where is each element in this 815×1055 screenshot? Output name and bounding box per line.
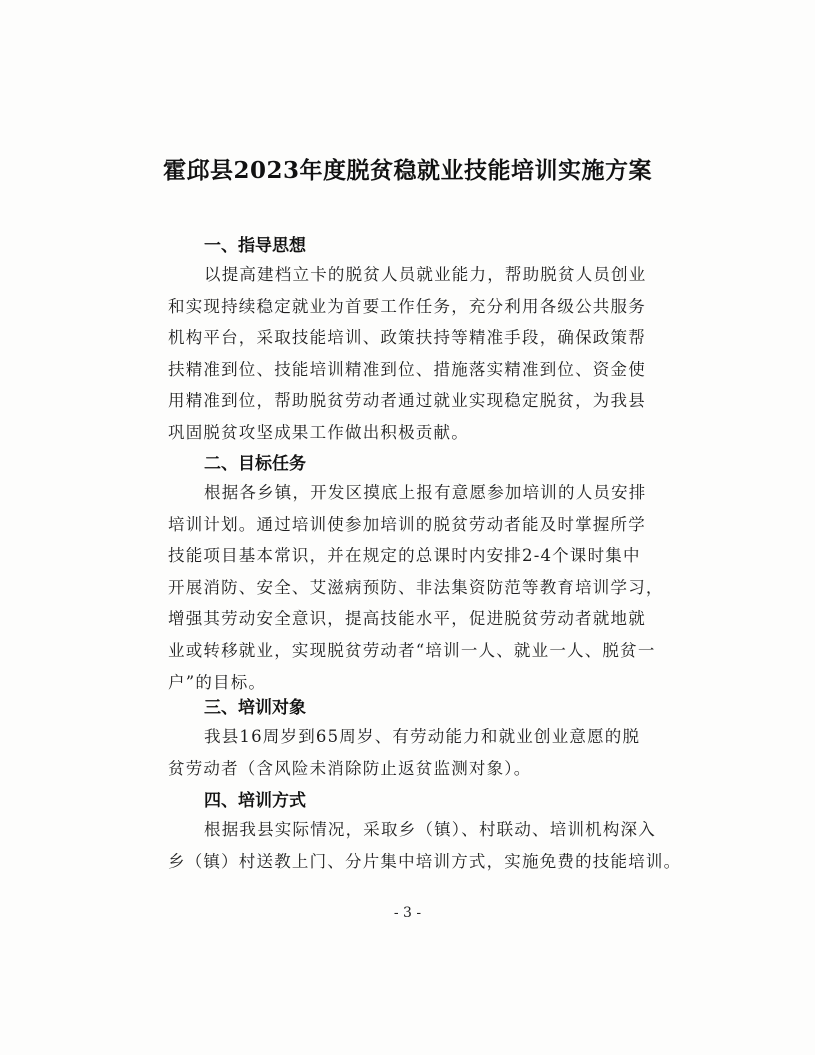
paragraph-line: 和实现持续稳定就业为首要工作任务，充分利用各级公共服务 xyxy=(168,296,646,316)
section-heading: 三、培训对象 xyxy=(204,698,306,718)
paragraph-line: 开展消防、安全、艾滋病预防、非法集资防范等教育培训学习， xyxy=(168,577,664,597)
paragraph-line: 机构平台，采取技能培训、政策扶持等精准手段，确保政策帮 xyxy=(168,328,646,348)
paragraph-line: 户”的目标。 xyxy=(168,672,267,692)
section-paragraph xyxy=(168,721,668,784)
paragraph-line: 巩固脱贫攻坚成果工作做出积极贡献。 xyxy=(168,422,469,442)
paragraph-line: 我县16周岁到65周岁、有劳动能力和就业创业意愿的脱 xyxy=(204,727,641,746)
section-guiding-ideology xyxy=(168,233,668,449)
paragraph-line: 业或转移就业，实现脱贫劳动者“培训一人、就业一人、脱贫一 xyxy=(168,640,656,660)
paragraph-line: 贫劳动者（含风险未消除防止返贫监测对象）。 xyxy=(168,758,532,778)
section-paragraph xyxy=(168,477,668,698)
paragraph-line: 乡（镇）村送教上门、分片集中培训方式，实施免费的技能培训。 xyxy=(168,851,682,871)
section-heading: 一、指导思想 xyxy=(204,236,306,256)
section-heading: 四、培训方式 xyxy=(204,791,306,811)
paragraph-line: 根据各乡镇，开发区摸底上报有意愿参加培训的人员安排 xyxy=(204,483,647,502)
paragraph-line: 技能项目基本常识，并在规定的总课时内安排2-4个课时集中 xyxy=(168,546,641,566)
document-title: 霍邱县2023年度脱贫稳就业技能培训实施方案 xyxy=(162,157,652,184)
paragraph-line: 增强其劳动安全意识，提高技能水平，促进脱贫劳动者就地就 xyxy=(168,609,646,629)
paragraph-line: 根据我县实际情况，采取乡（镇）、村联动、培训机构深入 xyxy=(204,820,656,839)
paragraph-line: 培训计划。通过培训使参加培训的脱贫劳动者能及时掌握所学 xyxy=(168,514,646,534)
section-objectives xyxy=(168,451,668,698)
page-number: - 3 - xyxy=(393,905,422,921)
section-training-methods xyxy=(168,788,682,877)
paragraph-line: 扶精准到位、技能培训精准到位、措施落实精准到位、资金使 xyxy=(168,359,646,379)
section-paragraph xyxy=(168,259,668,449)
section-paragraph xyxy=(168,814,682,877)
section-heading: 二、目标任务 xyxy=(204,454,306,474)
section-training-targets xyxy=(168,695,668,784)
paragraph-line: 用精准到位，帮助脱贫劳动者通过就业实现稳定脱贫，为我县 xyxy=(168,391,646,411)
paragraph-line: 以提高建档立卡的脱贫人员就业能力，帮助脱贫人员创业 xyxy=(204,265,647,284)
